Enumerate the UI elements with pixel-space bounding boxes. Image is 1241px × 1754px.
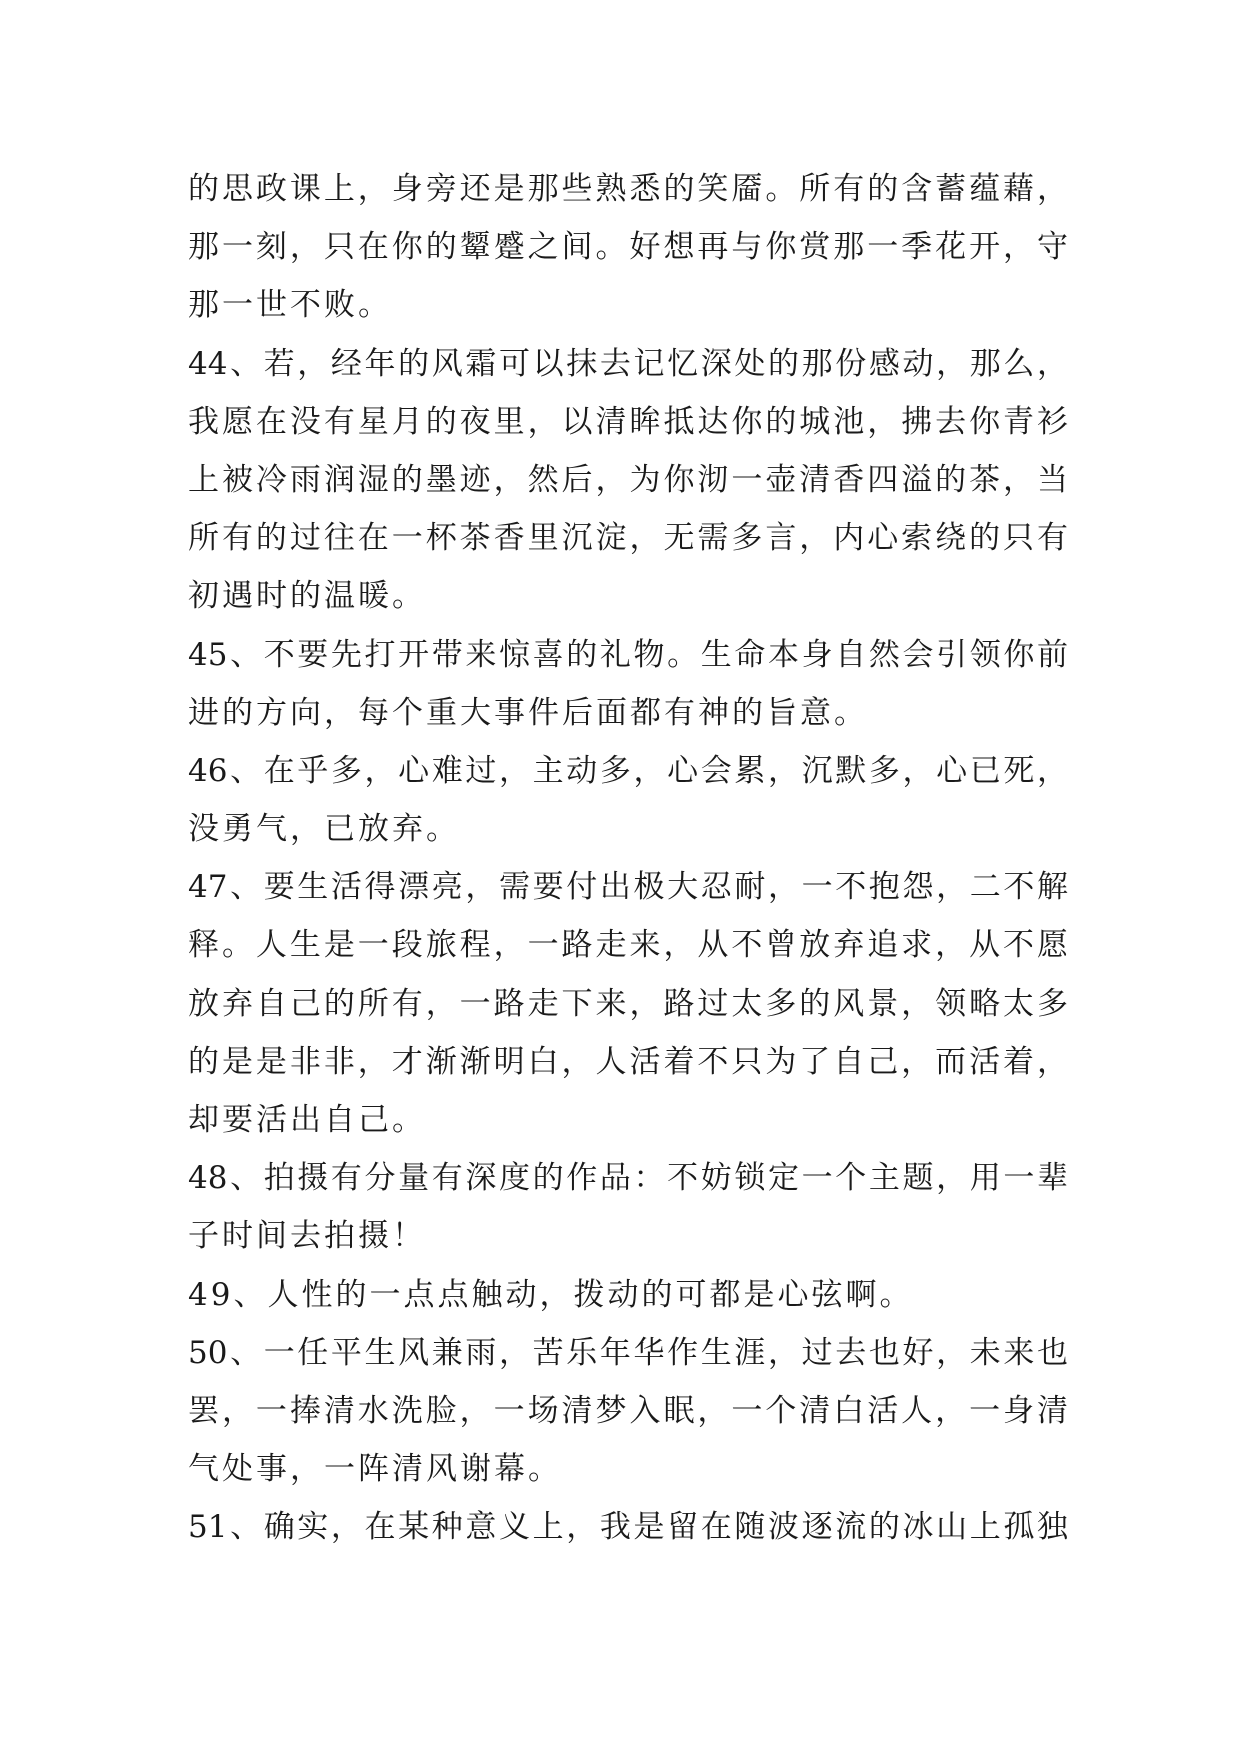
text-line: 上被冷雨润湿的墨迹，然后，为你沏一壶清香四溢的茶，当 (188, 461, 1068, 498)
text-line: 51、确实，在某种意义上，我是留在随波逐流的冰山上孤独 (188, 1509, 1068, 1546)
text-line: 进的方向，每个重大事件后面都有神的旨意。 (188, 694, 868, 731)
text-line: 50、一任平生风兼雨，苦乐年华作生涯，过去也好，未来也 (188, 1334, 1068, 1371)
text-line: 放弃自己的所有，一路走下来，路过太多的风景，领略太多 (188, 985, 1068, 1022)
text-line: 48、拍摄有分量有深度的作品：不妨锁定一个主题，用一辈 (188, 1160, 1068, 1197)
document-body (188, 160, 1068, 1557)
text-line: 的是是非非，才渐渐明白，人活着不只为了自己，而活着， (188, 1043, 1068, 1080)
text-line: 罢，一捧清水洗脸，一场清梦入眠，一个清白活人，一身清 (188, 1392, 1068, 1429)
text-line: 44、若，经年的风霜可以抹去记忆深处的那份感动，那么， (188, 345, 1068, 382)
text-line: 我愿在没有星月的夜里，以清眸抵达你的城池，拂去你青衫 (188, 403, 1068, 440)
text-line: 那一刻，只在你的颦蹙之间。好想再与你赏那一季花开，守 (188, 229, 1068, 266)
text-line: 47、要生活得漂亮，需要付出极大忍耐，一不抱怨，二不解 (188, 869, 1068, 906)
text-line: 46、在乎多，心难过，主动多，心会累，沉默多，心已死， (188, 752, 1068, 789)
text-line: 那一世不败。 (188, 287, 392, 324)
text-line: 49、人性的一点点触动，拨动的可都是心弦啊。 (188, 1276, 914, 1313)
text-line: 气处事，一阵清风谢幕。 (188, 1451, 562, 1488)
text-line: 没勇气，已放弃。 (188, 811, 460, 848)
text-line: 的思政课上，身旁还是那些熟悉的笑靥。所有的含蓄蕴藉， (188, 171, 1068, 207)
text-line: 却要活出自己。 (188, 1102, 426, 1138)
text-line: 释。人生是一段旅程，一路走来，从不曾放弃追求，从不愿 (188, 927, 1068, 964)
text-line: 初遇时的温暖。 (188, 578, 426, 615)
text-line: 所有的过往在一杯茶香里沉淀，无需多言，内心索绕的只有 (188, 520, 1068, 557)
text-line: 45、不要先打开带来惊喜的礼物。生命本身自然会引领你前 (188, 636, 1068, 673)
text-line: 子时间去拍摄！ (188, 1218, 426, 1255)
